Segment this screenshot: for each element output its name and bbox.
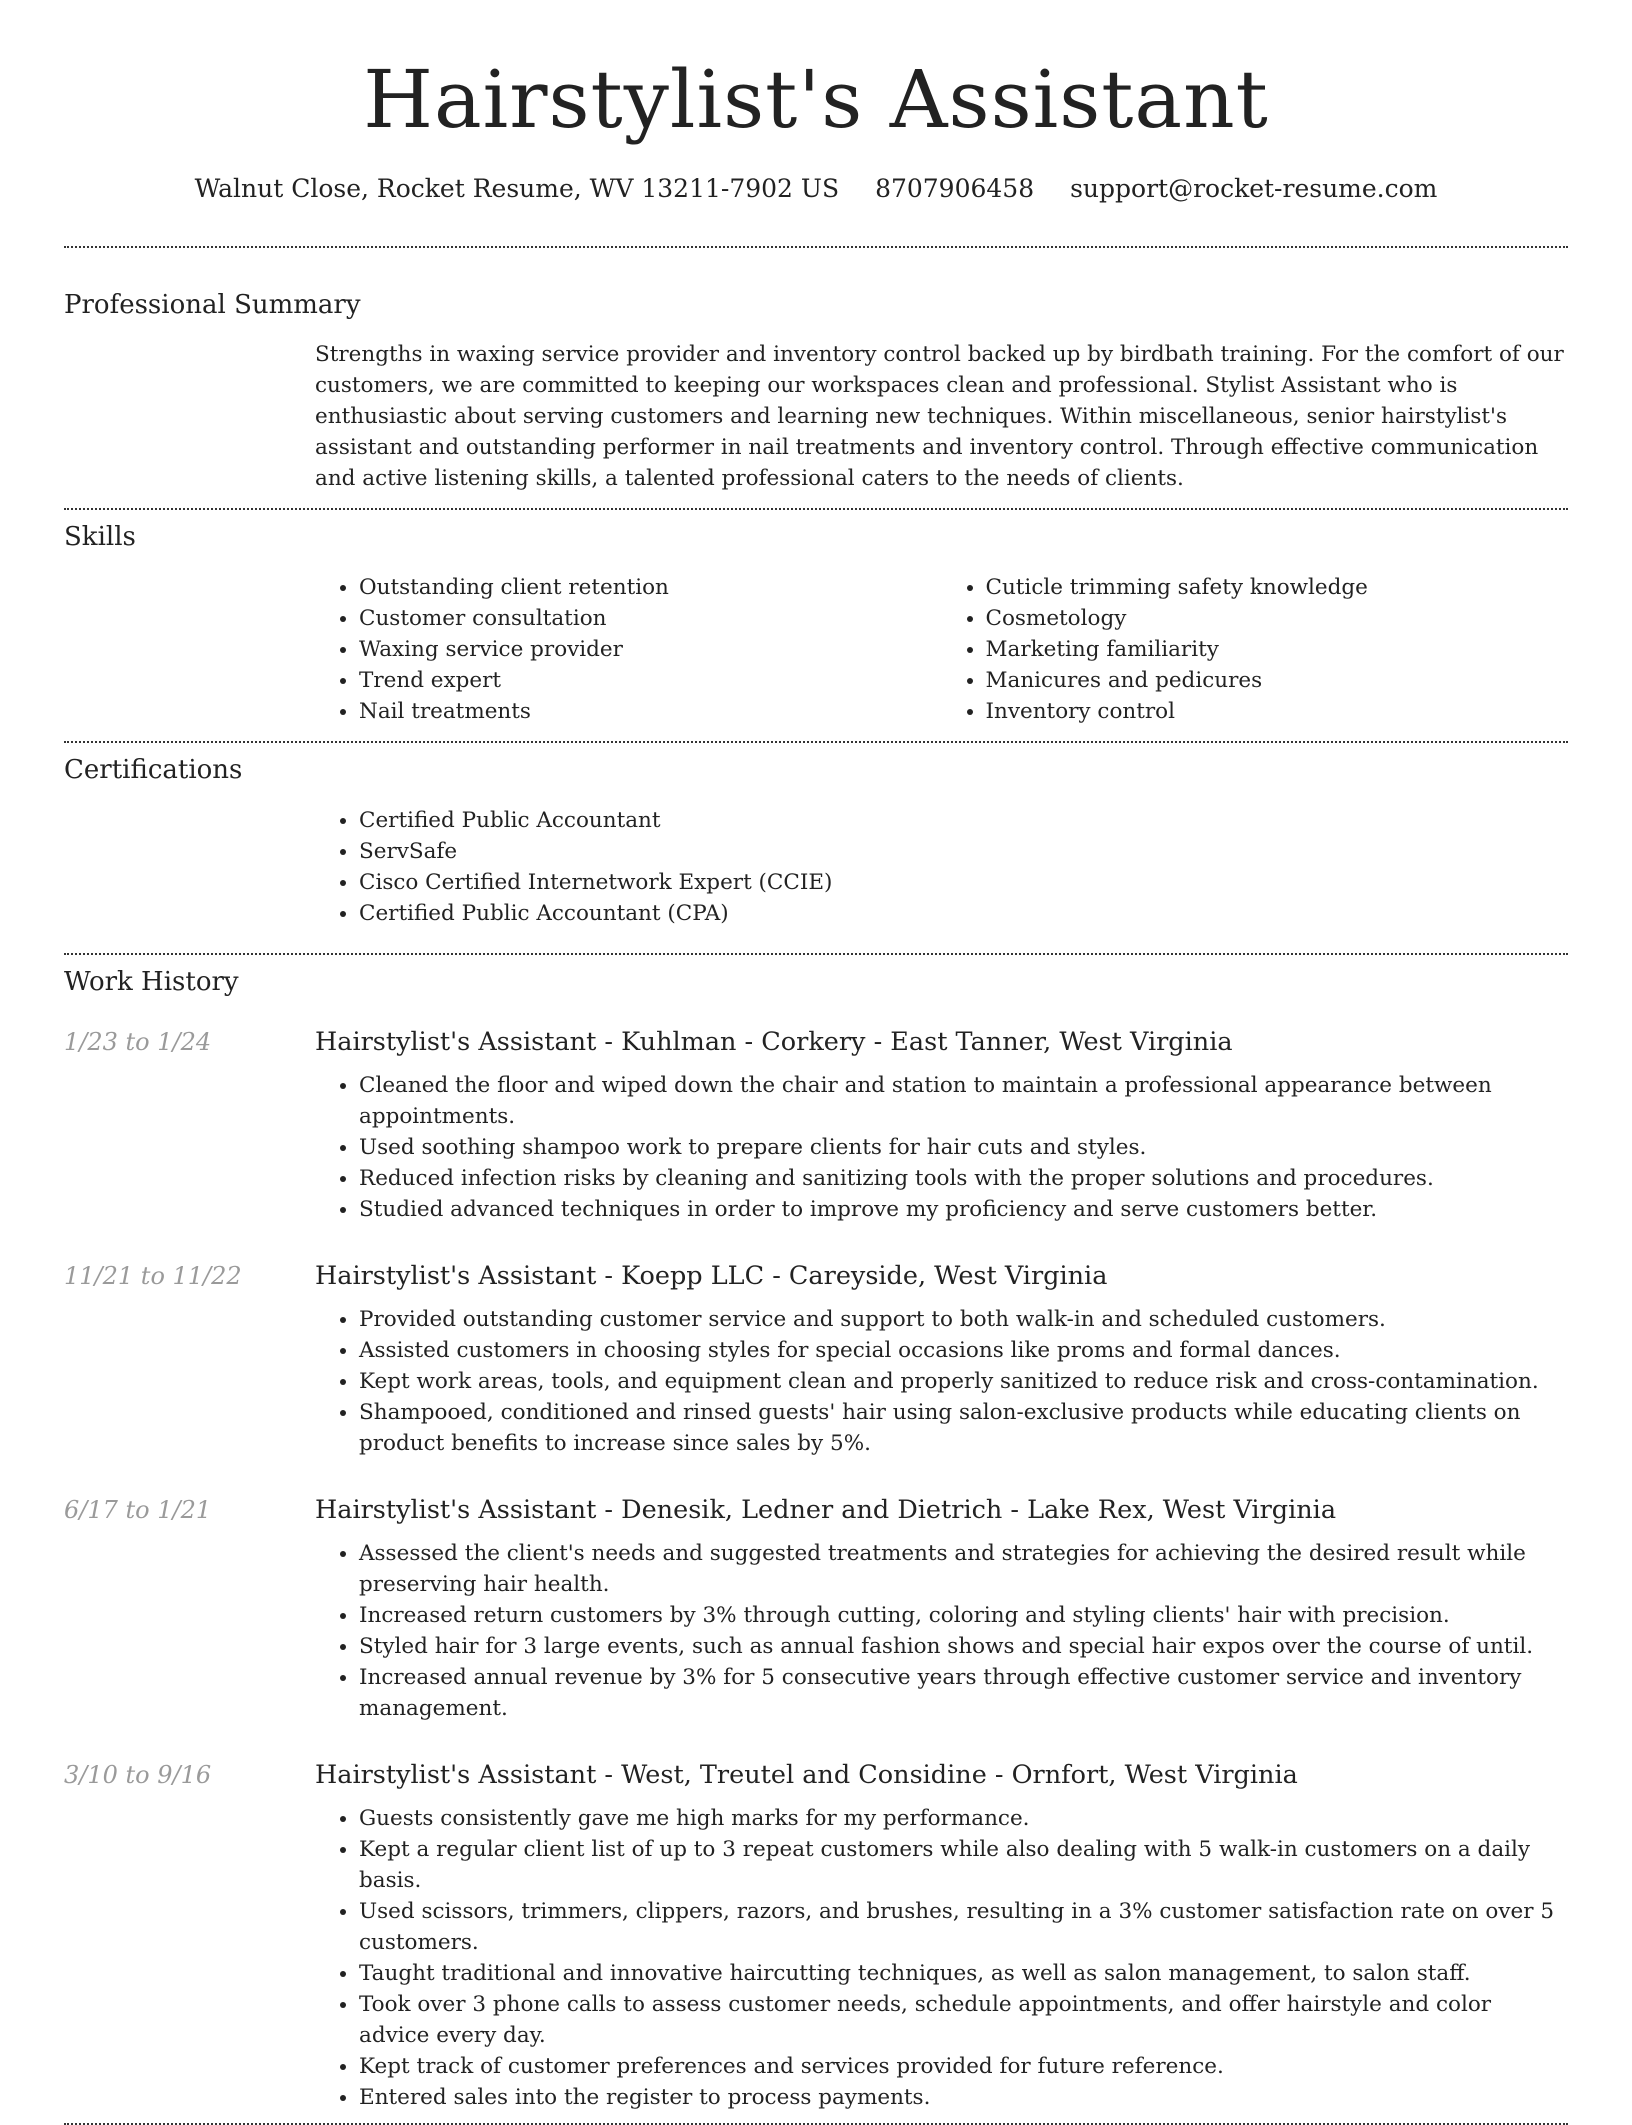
- list-item: • Increased return customers by 3% through cutting, coloring and styling clients' hair with precision.: [359, 1600, 1568, 1631]
- divider: [64, 508, 1568, 510]
- list-item: • Entered sales into the register to process payments.: [359, 2082, 1568, 2113]
- list-item: • Manicures and pedicures: [986, 665, 1569, 696]
- list-item: • Assessed the client's needs and suggested treatments and strategies for achieving the desired result while preserving hair health.: [359, 1538, 1568, 1600]
- list-item: • Used soothing shampoo work to prepare clients for hair cuts and styles.: [359, 1132, 1568, 1163]
- certifications-block: [315, 805, 1568, 929]
- list-item: • Studied advanced techniques in order to improve my proficiency and serve customers better.: [359, 1194, 1568, 1225]
- job-title: Hairstylist's Assistant - Koepp LLC - Careyside, West Virginia: [315, 1261, 1108, 1291]
- list-item: • Reduced infection risks by cleaning and sanitizing tools with the proper solutions and procedures.: [359, 1163, 1568, 1194]
- job-bullets: [315, 1538, 1568, 1724]
- divider: [64, 246, 1568, 248]
- list-item: • Kept track of customer preferences and services provided for future reference.: [359, 2051, 1568, 2082]
- contact-phone: 8707906458: [875, 174, 1035, 203]
- job-dates: 3/10 to 9/16: [64, 1761, 212, 1789]
- skills-grid: [315, 572, 1568, 727]
- list-item: • Cuticle trimming safety knowledge: [986, 572, 1569, 603]
- job-entry: [64, 1493, 1568, 1724]
- job-dates: 1/23 to 1/24: [64, 1028, 212, 1056]
- divider: [64, 953, 1568, 955]
- section-title-work-history: Work History: [64, 967, 239, 997]
- section-title-summary: Professional Summary: [64, 290, 361, 320]
- list-item: • Kept work areas, tools, and equipment clean and properly sanitized to reduce risk and cross-contamination.: [359, 1366, 1568, 1397]
- list-item: • Cleaned the floor and wiped down the chair and station to maintain a professional appearance between appointments.: [359, 1070, 1568, 1132]
- job-entry: [64, 1025, 1568, 1225]
- skills-list-right: [942, 572, 1569, 727]
- job-title: Hairstylist's Assistant - West, Treutel and Considine - Ornfort, West Virginia: [315, 1760, 1298, 1790]
- section-title-certifications: Certifications: [64, 755, 243, 785]
- list-item: • ServSafe: [359, 836, 1568, 867]
- list-item: • Marketing familiarity: [986, 634, 1569, 665]
- list-item: • Used scissors, trimmers, clippers, razors, and brushes, resulting in a 3% customer satisfaction rate on over 5 customers.: [359, 1896, 1568, 1958]
- job-details: [315, 1493, 1568, 1724]
- job-details: [315, 1025, 1568, 1225]
- list-item: • Taught traditional and innovative haircutting techniques, as well as salon management, to salon staff.: [359, 1958, 1568, 1989]
- divider: [64, 741, 1568, 743]
- contact-address: Walnut Close, Rocket Resume, WV 13211-7902 US: [194, 174, 840, 203]
- certifications-list: [315, 805, 1568, 929]
- list-item: • Nail treatments: [359, 696, 942, 727]
- list-item: • Cisco Certified Internetwork Expert (CCIE): [359, 867, 1568, 898]
- job-title: Hairstylist's Assistant - Denesik, Ledner and Dietrich - Lake Rex, West Virginia: [315, 1495, 1337, 1525]
- list-item: • Certified Public Accountant: [359, 805, 1568, 836]
- job-bullets: [315, 1803, 1568, 2113]
- list-item: • Kept a regular client list of up to 3 repeat customers while also dealing with 5 walk-in customers on a daily basis.: [359, 1834, 1568, 1896]
- list-item: • Cosmetology: [986, 603, 1569, 634]
- job-details: [315, 1259, 1568, 1459]
- list-item: • Styled hair for 3 large events, such as annual fashion shows and special hair expos over the course of until.: [359, 1631, 1568, 1662]
- job-entry: [64, 1259, 1568, 1459]
- list-item: • Shampooed, conditioned and rinsed guests' hair using salon-exclusive products while educating clients on product benefits to increase since sales by 5%.: [359, 1397, 1568, 1459]
- job-entry: [64, 1758, 1568, 2113]
- list-item: • Certified Public Accountant (CPA): [359, 898, 1568, 929]
- list-item: • Increased annual revenue by 3% for 5 consecutive years through effective customer service and inventory management.: [359, 1662, 1568, 1724]
- job-dates: 6/17 to 1/21: [64, 1496, 212, 1524]
- list-item: • Assisted customers in choosing styles for special occasions like proms and formal dances.: [359, 1335, 1568, 1366]
- job-title: Hairstylist's Assistant - Kuhlman - Corkery - East Tanner, West Virginia: [315, 1027, 1233, 1057]
- resume-name: Hairstylist's Assistant: [363, 53, 1269, 146]
- job-details: [315, 1758, 1568, 2113]
- list-item: • Trend expert: [359, 665, 942, 696]
- list-item: • Customer consultation: [359, 603, 942, 634]
- list-item: • Waxing service provider: [359, 634, 942, 665]
- list-item: • Inventory control: [986, 696, 1569, 727]
- skills-list-left: [315, 572, 942, 727]
- list-item: • Took over 3 phone calls to assess customer needs, schedule appointments, and offer hairstyle and color advice every day.: [359, 1989, 1568, 2051]
- job-dates: 11/21 to 11/22: [64, 1262, 242, 1290]
- list-item: • Outstanding client retention: [359, 572, 942, 603]
- job-bullets: [315, 1070, 1568, 1225]
- contact-email: support@rocket-resume.com: [1070, 174, 1438, 203]
- resume-page: [64, 0, 1568, 2125]
- list-item: • Guests consistently gave me high marks for my performance.: [359, 1803, 1568, 1834]
- summary-text: Strengths in waxing service provider and inventory control backed up by birdbath training. For the comfort of our customers, we are committed to keeping our workspaces clean and professional. Stylist Assistant who is enthusiastic about serving customers and learning new techniques. Within miscellaneous, senior hairstylist's assistant and outstanding performer in nail treatments and inventory control. Through effective communication and active listening skills, a talented professional caters to the needs of clients.: [315, 342, 1564, 491]
- job-bullets: [315, 1304, 1568, 1459]
- section-title-skills: Skills: [64, 522, 136, 552]
- list-item: • Provided outstanding customer service and support to both walk-in and scheduled customers.: [359, 1304, 1568, 1335]
- contact-line: [64, 172, 1568, 206]
